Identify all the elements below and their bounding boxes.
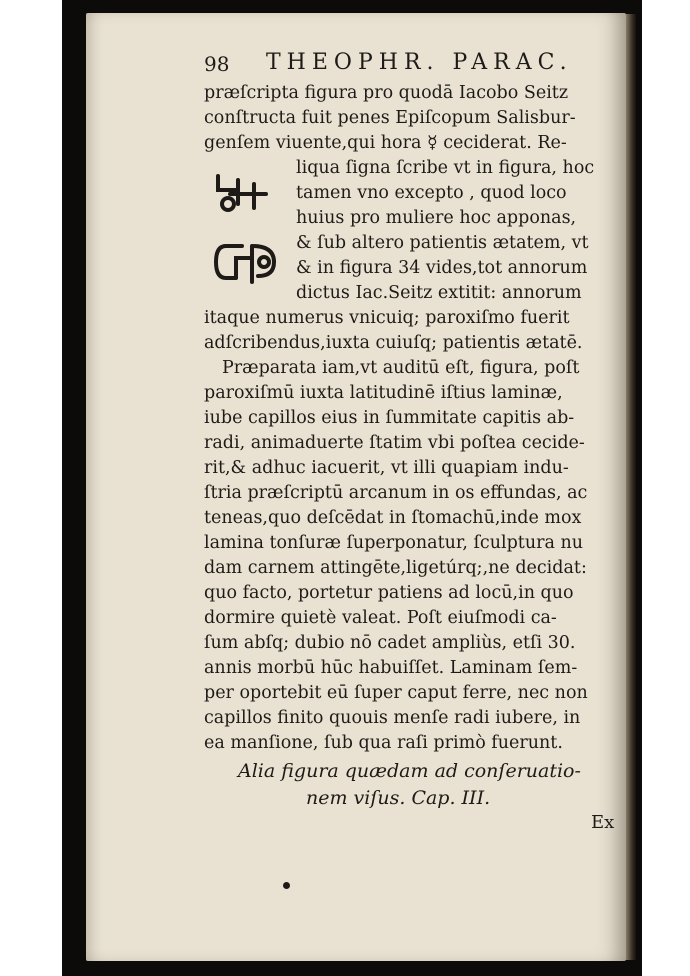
text-line: annis morbū hūc habuiſſet. Laminam ſem-: [204, 658, 578, 678]
text-line: ea manſione, ſub qua raſi primò fuerunt.: [204, 733, 563, 753]
catchword: Ex: [591, 812, 615, 833]
text-line: genſem viuente,qui hora ☿ ceciderat. Re-: [204, 133, 567, 153]
text-line: præſcripta figura pro quodā Iacobo Seitz: [204, 83, 569, 103]
text-line: conſtructa fuit penes Epiſcopum Salisbur-: [204, 108, 576, 128]
text-line: ſum abſq; dubio nō cadet ampliùs, etſi 30.: [204, 633, 576, 653]
astrological-sign-icon: [210, 170, 274, 214]
text-line: iube capillos eius in ſummitate capitis ab-: [204, 408, 575, 428]
text-line: & ſub altero patientis ætatem, vt: [296, 233, 589, 253]
chapter-caption-line-2: nem viſus. Cap. III.: [306, 787, 491, 809]
text-line: ſtria præſcriptū arcanum in os effundas, ac: [204, 483, 588, 503]
astrological-sign-icon: [212, 238, 282, 286]
text-line: Præparata iam,vt auditū eſt, figura, poſt: [222, 358, 580, 378]
text-line: radi, animaduerte ſtatim vbi poſtea cecide-: [204, 433, 585, 453]
text-line: dam carnem attingēte,ligetúrq;,ne decidat:: [204, 558, 587, 578]
text-line: paroxiſmū iuxta latitudinē iſtius laminæ,: [204, 383, 563, 403]
text-line: lamina tonſuræ ſuperponatur, ſculptura nu: [204, 533, 583, 553]
text-line: dictus Iac.Seitz extitit: annorum: [296, 283, 582, 303]
text-line: per oportebit eū ſuper caput ferre, nec non: [204, 683, 588, 703]
text-line: capillos finito quouis menſe radi iubere, in: [204, 708, 581, 728]
text-line: rit,& adhuc iacuerit, vt illi quapiam indu-: [204, 458, 569, 478]
text-line: itaque numerus vnicuiq; paroxiſmo fuerit: [204, 308, 570, 328]
text-line: quo facto, portetur patiens ad locū,in quo: [204, 583, 574, 603]
running-title: THEOPHR. PARAC.: [266, 50, 573, 75]
text-line: & in figura 34 vides,tot annorum: [296, 258, 588, 278]
page-edge-shadow: [626, 14, 636, 960]
text-line: adſcribendus,iuxta cuiuſq; patientis ætatē.: [204, 333, 583, 353]
text-line: dormire quietè valeat. Poſt eiuſmodi ca-: [204, 608, 557, 628]
page-number: 98: [204, 52, 230, 76]
text-line: tamen vno excepto , quod loco: [296, 183, 567, 203]
text-line: liqua ſigna ſcribe vt in figura, hoc: [296, 158, 595, 178]
ink-speck: [283, 882, 290, 889]
text-line: huius pro muliere hoc apponas,: [296, 208, 577, 228]
text-line: teneas,quo deſcēdat in ſtomachū,inde mox: [204, 508, 582, 528]
chapter-caption-line-1: Alia figura quædam ad conſeruatio-: [238, 760, 581, 782]
